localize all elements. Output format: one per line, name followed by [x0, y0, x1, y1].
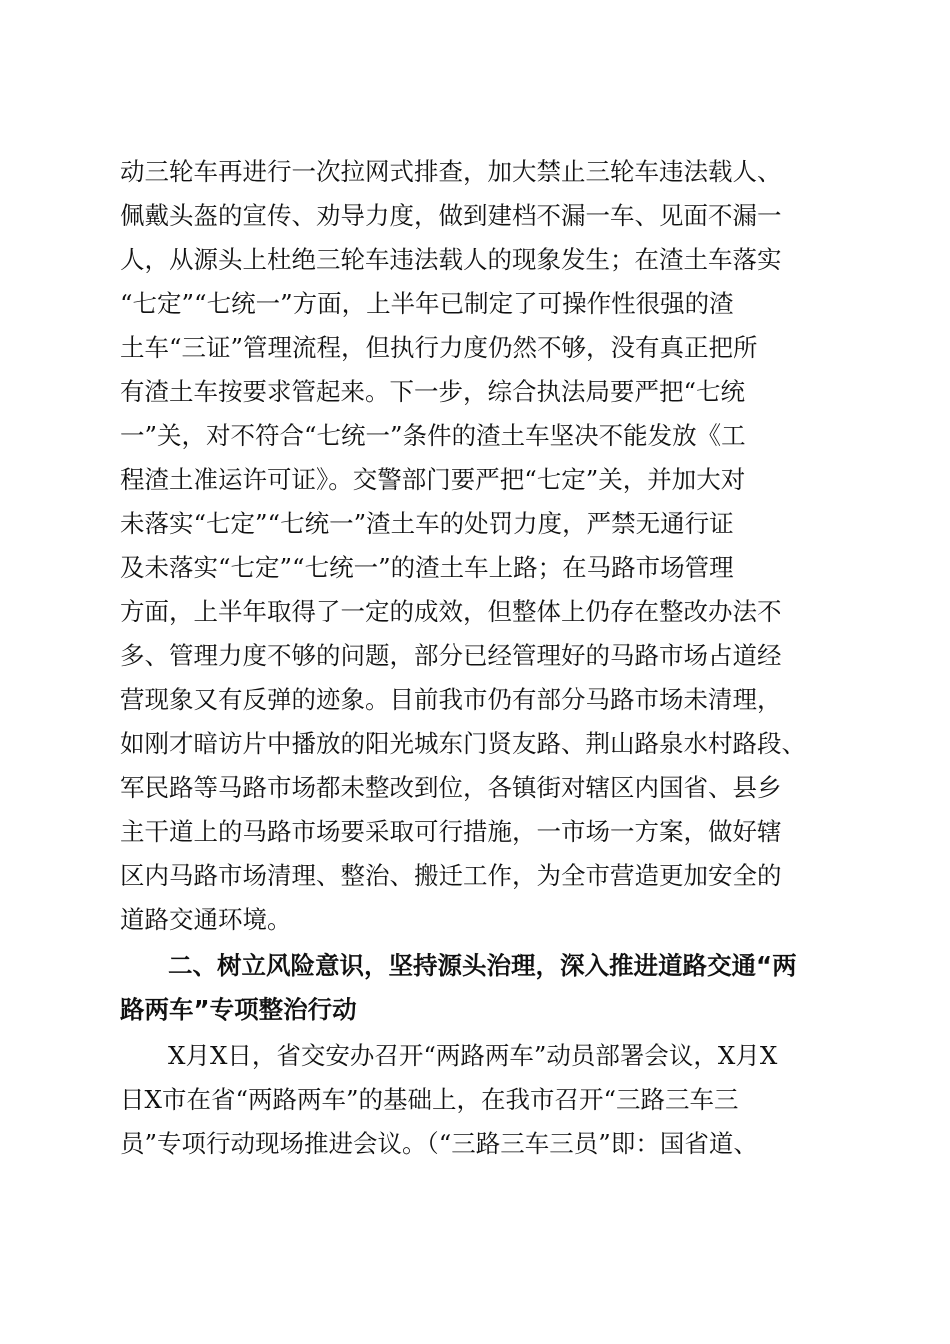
paragraph-line: 道路交通环境。 [120, 905, 292, 934]
paragraph-line: 及未落实“七定”“七统一”的渣土车上路；在马路市场管理 [120, 553, 734, 582]
paragraph-line: 动三轮车再进行一次拉网式排查，加大禁止三轮车违法载人、 [120, 157, 782, 186]
paragraph-line: 人，从源头上杜绝三轮车违法载人的现象发生；在渣土车落实 [120, 245, 782, 274]
section-heading: 二、树立风险意识，坚持源头治理，深入推进道路交通“两 [168, 951, 797, 980]
paragraph-line: 方面，上半年取得了一定的成效，但整体上仍存在整改办法不 [120, 597, 782, 626]
paragraph-line: 程渣土准运许可证》。交警部门要严把“七定”关，并加大对 [120, 465, 746, 494]
paragraph-line: 未落实“七定”“七统一”渣土车的处罚力度，严禁无通行证 [120, 509, 734, 538]
paragraph-line: 营现象又有反弹的迹象。目前我市仍有部分马路市场未清理， [120, 685, 782, 714]
paragraph-line: 主干道上的马路市场要采取可行措施，一市场一方案，做好辖 [120, 817, 782, 846]
section-heading: 路两车”专项整治行动 [120, 995, 357, 1024]
paragraph-line: 日X市在省“两路两车”的基础上，在我市召开“三路三车三 [120, 1085, 739, 1114]
paragraph-line: 员”专项行动现场推进会议。（“三路三车三员”即：国省道、 [120, 1129, 758, 1158]
paragraph-line: 土车“三证”管理流程，但执行力度仍然不够，没有真正把所 [120, 333, 758, 362]
paragraph-line: 佩戴头盔的宣传、劝导力度，做到建档不漏一车、见面不漏一 [120, 201, 782, 230]
paragraph-line: X月X日，省交安办召开“两路两车”动员部署会议，X月X [168, 1041, 778, 1070]
paragraph-line: 区内马路市场清理、整治、搬迁工作，为全市营造更加安全的 [120, 861, 782, 890]
paragraph-line: 军民路等马路市场都未整改到位，各镇街对辖区内国省、县乡 [120, 773, 782, 802]
paragraph-line: 有渣土车按要求管起来。下一步，综合执法局要严把“七统 [120, 377, 746, 406]
paragraph-line: 一”关，对不符合“七统一”条件的渣土车坚决不能发放《工 [120, 421, 746, 450]
paragraph-line: “七定”“七统一”方面，上半年已制定了可操作性很强的渣 [120, 289, 734, 318]
paragraph-line: 多、管理力度不够的问题，部分已经管理好的马路市场占道经 [120, 641, 782, 670]
paragraph-line: 如刚才暗访片中播放的阳光城东门贤友路、荆山路泉水村路段、 [120, 729, 806, 758]
